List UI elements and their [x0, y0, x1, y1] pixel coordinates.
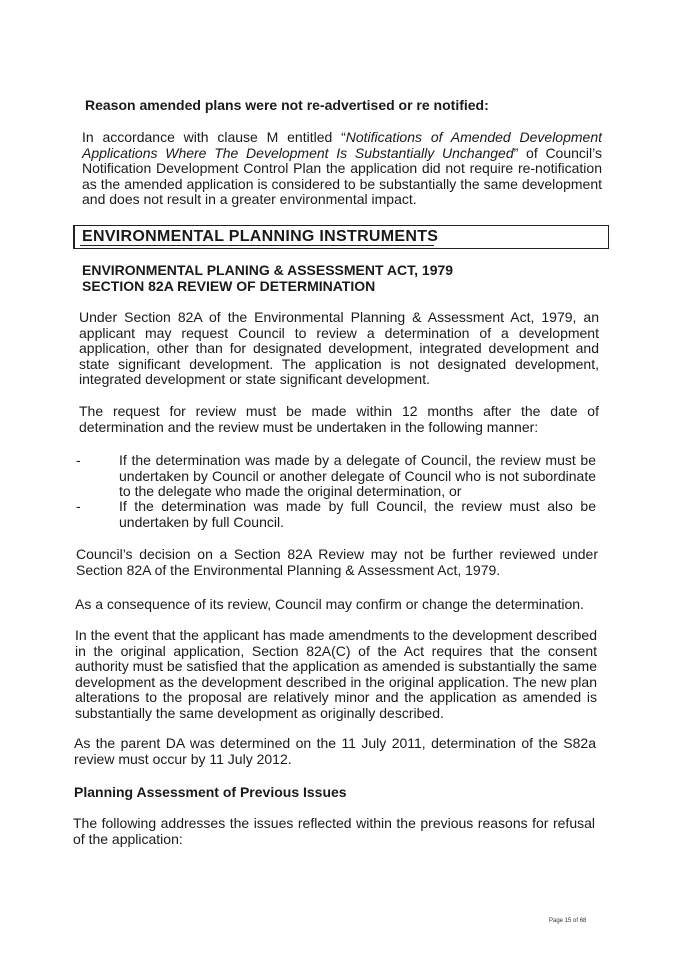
epa-paragraph-5: In the event that the applicant has made amendments to the development described in the original application, Section 82A(C) of the Act requires that the consent authority must be satisfied that the application as amended is substantially the same development as the development described in the original application. The new plan alterations to the proposal are relatively minor and the application as amended is substantially the same development as originally described. — [75, 627, 597, 721]
reason-para-italic: Notifications of Amended Development Applications Where The Development Is Substantially Unchanged — [82, 129, 603, 161]
epa-paragraph-1: Under Section 82A of the Environmental Planning & Assessment Act, 1979, an applicant may request Council to review a determination of a development application, other than for designated development, integrated development and state significant development. The application is not designated development, integrated development or state significant development. — [79, 309, 599, 387]
reason-para-post: ” of Council’s Notification Development Control Plan the application did not require re-notification as the amended application is considered to be substantially the same development and does not result in a greater environmental impact. — [82, 144, 602, 207]
list-item — [76, 499, 600, 531]
bullet-dash: - — [76, 498, 81, 514]
epi-section-box — [73, 225, 609, 249]
planning-heading: Planning Assessment of Previous Issues — [74, 784, 347, 800]
reason-paragraph — [82, 130, 602, 208]
reason-para-pre: In accordance with clause M entitled “ — [82, 129, 346, 145]
epa-paragraph-6: As the parent DA was determined on the 11 July 2011, determination of the S82a review must occur by 11 July 2012. — [74, 735, 596, 767]
reason-heading: Reason amended plans were not re-advertised or re notified: — [85, 97, 489, 113]
epi-title-underline — [80, 245, 434, 246]
epa-heading-line1: ENVIRONMENTAL PLANING & ASSESSMENT ACT, 1979 — [82, 262, 454, 278]
epa-heading-line2: SECTION 82A REVIEW OF DETERMINATION — [82, 278, 376, 294]
page-number: Page 15 of 68 — [549, 918, 587, 924]
bullet-text: If the determination was made by full Council, the review must also be undertaken by full Council. — [119, 498, 596, 530]
epa-paragraph-3: Council’s decision on a Section 82A Review may not be further reviewed under Section 82A of the Environmental Planning & Assessment Act, 1979. — [76, 546, 598, 578]
bullet-dash: - — [76, 452, 81, 468]
bullet-text: If the determination was made by a delegate of Council, the review must be undertaken by Council or another delegate of Council who is not subordinate to the delegate who made the original determination, or — [119, 452, 596, 499]
epa-paragraph-4: As a consequence of its review, Council may confirm or change the determination. — [75, 596, 584, 612]
list-item — [76, 453, 600, 501]
planning-paragraph: The following addresses the issues reflected within the previous reasons for refusal of the application: — [73, 815, 595, 847]
epa-paragraph-2: The request for review must be made within 12 months after the date of determination and the review must be undertaken in the following manner: — [79, 403, 599, 435]
epi-box-title: ENVIRONMENTAL PLANNING INSTRUMENTS — [82, 228, 439, 245]
